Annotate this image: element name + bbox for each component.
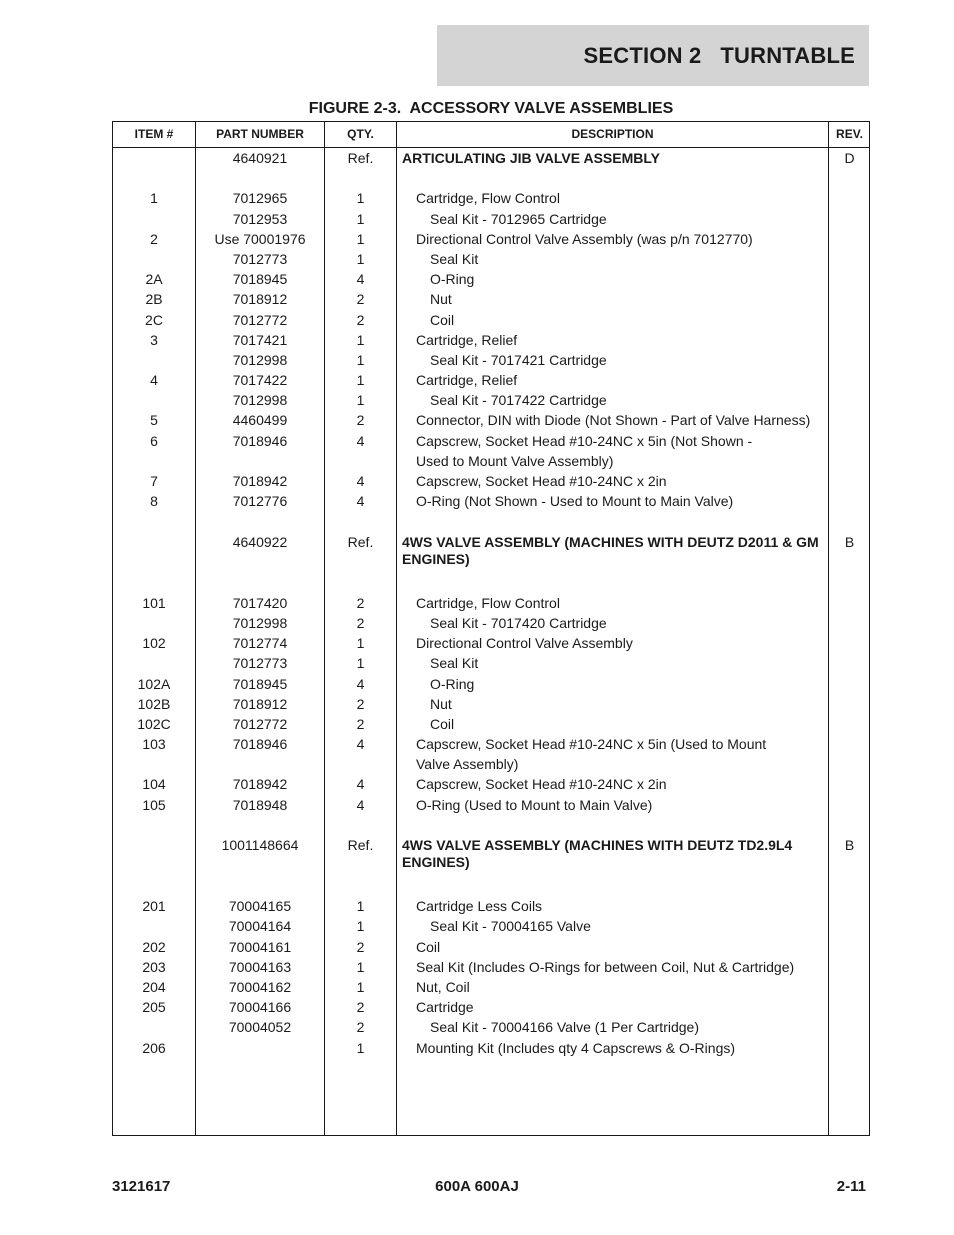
description: Capscrew, Socket Head #10-24NC x 2in	[416, 776, 667, 793]
item-number: 2A	[145, 271, 163, 288]
description: ARTICULATING JIB VALVE ASSEMBLY	[402, 150, 660, 166]
part-number: 7012998	[232, 392, 288, 409]
table-row	[113, 674, 869, 694]
quantity: 4	[356, 473, 365, 489]
table-spacer-row	[113, 815, 869, 835]
table-row	[113, 370, 869, 390]
description: Seal Kit	[430, 250, 479, 267]
item-number: 204	[142, 978, 166, 995]
item-number: 102A	[137, 675, 171, 692]
description: Nut, Coil	[416, 978, 470, 995]
table-row	[113, 451, 869, 471]
footer-page-number: 2-11	[836, 1178, 866, 1195]
table-row	[113, 916, 869, 936]
quantity: 1	[356, 250, 365, 267]
quantity: 4	[356, 736, 365, 753]
description: Used to Mount Valve Assembly)	[416, 452, 614, 469]
table-row	[113, 1017, 869, 1037]
quantity: 2	[356, 715, 365, 732]
part-number: 7018945	[232, 675, 288, 692]
description: Seal Kit - 70004166 Valve (1 Per Cartridge)	[430, 1019, 699, 1036]
table-row	[113, 653, 869, 673]
part-number: 70004162	[228, 978, 292, 995]
quantity: Ref.	[347, 533, 374, 550]
quantity: 4	[356, 675, 365, 692]
item-number: 102C	[137, 715, 171, 732]
item-number: 203	[142, 958, 166, 975]
quantity: 4	[356, 432, 365, 449]
table-row	[113, 835, 869, 876]
quantity: 1	[356, 392, 365, 409]
table-row	[113, 410, 869, 430]
part-number: 7012772	[232, 715, 288, 732]
description: Cartridge, Relief	[416, 372, 518, 389]
part-number: 7012998	[232, 351, 288, 368]
table-row	[113, 694, 869, 714]
footer-doc-number: 3121617	[112, 1178, 171, 1195]
description: Seal Kit - 70004165 Valve	[430, 918, 591, 935]
part-number: 4640921	[232, 150, 288, 166]
quantity: 1	[356, 190, 365, 207]
column-header-rev: REV.	[836, 127, 863, 141]
description: Cartridge	[416, 999, 474, 1016]
quantity: 1	[356, 210, 365, 227]
description: Connector, DIN with Diode (Not Shown - Part of Valve Harness)	[416, 412, 811, 429]
description: Capscrew, Socket Head #10-24NC x 2in	[416, 473, 667, 489]
table-row	[113, 633, 869, 653]
quantity: 1	[356, 351, 365, 368]
description: Seal Kit - 7012965 Cartridge	[430, 210, 607, 227]
part-number: 7012774	[232, 635, 288, 652]
description: Coil	[430, 311, 455, 328]
description: Coil	[416, 938, 441, 955]
quantity: Ref.	[347, 150, 374, 166]
quantity: 2	[356, 1019, 365, 1036]
item-number: 6	[150, 432, 158, 449]
description: Capscrew, Socket Head #10-24NC x 5in (Not Shown -	[416, 432, 753, 449]
part-number: 7017422	[232, 372, 288, 389]
part-number: 7017421	[232, 331, 288, 348]
table-row	[113, 714, 869, 734]
description: Mounting Kit (Includes qty 4 Capscrews & O-Rings)	[416, 1039, 736, 1056]
item-number: 202	[142, 938, 166, 955]
description: Seal Kit - 7017422 Cartridge	[430, 392, 607, 409]
description: Directional Control Valve Assembly	[416, 635, 633, 652]
quantity: 2	[356, 412, 365, 429]
description: Coil	[430, 715, 455, 732]
table-row	[113, 997, 869, 1017]
table-row	[113, 957, 869, 977]
description: Cartridge, Flow Control	[416, 594, 560, 611]
table-row	[113, 310, 869, 330]
section-banner	[437, 25, 869, 86]
description: Seal Kit - 7017420 Cartridge	[430, 614, 607, 631]
table-spacer-row	[113, 573, 869, 593]
table-row	[113, 431, 869, 451]
item-number: 2C	[145, 311, 163, 328]
part-number: 70004164	[228, 918, 292, 935]
item-number: 206	[142, 1039, 166, 1056]
item-number: 4	[150, 372, 158, 389]
part-number: 7012776	[232, 493, 288, 510]
quantity: 4	[356, 776, 365, 793]
table-row	[113, 491, 869, 511]
item-number: 201	[142, 898, 166, 915]
quantity: 4	[356, 796, 365, 813]
description: 4WS VALVE ASSEMBLY (MACHINES WITH DEUTZ D2011 & GM ENGINES)	[402, 533, 819, 567]
quantity: 1	[356, 230, 365, 247]
part-number: 7012773	[232, 250, 288, 267]
description: 4WS VALVE ASSEMBLY (MACHINES WITH DEUTZ TD2.9L4 ENGINES)	[402, 837, 793, 870]
table-row	[113, 977, 869, 997]
part-number: 70004165	[228, 898, 292, 915]
part-number: 7018946	[232, 736, 288, 753]
table-row	[113, 350, 869, 370]
part-number: 1001148664	[221, 837, 299, 853]
part-number: 7012998	[232, 614, 288, 631]
quantity: 1	[356, 372, 365, 389]
table-row	[113, 269, 869, 289]
description: Nut	[430, 291, 452, 308]
quantity: 1	[356, 918, 365, 935]
revision: B	[844, 533, 855, 550]
quantity: 1	[356, 1039, 365, 1056]
table-row	[113, 937, 869, 957]
table-row	[113, 188, 869, 208]
quantity: 2	[356, 695, 365, 712]
description: Seal Kit - 7017421 Cartridge	[430, 351, 607, 368]
quantity: 1	[356, 635, 365, 652]
description: O-Ring (Used to Mount to Main Valve)	[416, 796, 653, 813]
description: O-Ring (Not Shown - Used to Mount to Main Valve)	[416, 493, 734, 510]
part-number: 7012772	[232, 311, 288, 328]
quantity: 2	[356, 938, 365, 955]
item-number: 102B	[137, 695, 171, 712]
quantity: 4	[356, 493, 365, 510]
parts-table	[112, 121, 870, 1136]
item-number: 102	[142, 635, 166, 652]
part-number: 7018912	[232, 291, 288, 308]
item-number: 101	[142, 594, 166, 611]
part-number: 7018945	[232, 271, 288, 288]
part-number: 70004163	[228, 958, 292, 975]
table-row	[113, 390, 869, 410]
quantity: 2	[356, 594, 365, 611]
table-row	[113, 148, 869, 168]
part-number: 7012965	[232, 190, 288, 207]
column-header-description: DESCRIPTION	[571, 127, 654, 141]
item-number: 3	[150, 331, 158, 348]
description: Cartridge Less Coils	[416, 898, 543, 915]
part-number: 7012953	[232, 210, 288, 227]
description: Valve Assembly)	[416, 756, 519, 773]
part-number: 70004166	[228, 999, 292, 1016]
quantity: 1	[356, 978, 365, 995]
part-number: 70004052	[228, 1019, 292, 1036]
table-spacer-row	[113, 876, 869, 896]
table-row	[113, 754, 869, 774]
table-spacer-row	[113, 511, 869, 531]
revision: B	[844, 837, 855, 853]
description: Directional Control Valve Assembly (was p/n 7012770)	[416, 230, 753, 247]
item-number: 103	[142, 736, 166, 753]
part-number: 7018942	[232, 776, 288, 793]
description: Cartridge, Relief	[416, 331, 518, 348]
part-number: 7018946	[232, 432, 288, 449]
quantity: 2	[356, 311, 365, 328]
description: Seal Kit	[430, 655, 479, 672]
footer-model: 600A 600AJ	[435, 1178, 519, 1195]
item-number: 8	[150, 493, 158, 510]
column-header-part-number: PART NUMBER	[216, 127, 304, 141]
description: Cartridge, Flow Control	[416, 190, 560, 207]
table-row	[113, 593, 869, 613]
table-row	[113, 249, 869, 269]
table-row	[113, 1038, 869, 1058]
table-spacer-row	[113, 168, 869, 188]
part-number: 7012773	[232, 655, 288, 672]
item-number: 205	[142, 999, 166, 1016]
figure-title: FIGURE 2-3. ACCESSORY VALVE ASSEMBLIES	[308, 100, 674, 117]
quantity: 2	[356, 291, 365, 308]
quantity: 2	[356, 614, 365, 631]
part-number: 7018912	[232, 695, 288, 712]
table-row	[113, 532, 869, 573]
description: Capscrew, Socket Head #10-24NC x 5in (Used to Mount	[416, 736, 767, 753]
quantity: 1	[356, 898, 365, 915]
table-body	[113, 148, 869, 1058]
quantity: 1	[356, 331, 365, 348]
table-row	[113, 471, 869, 491]
table-row	[113, 795, 869, 815]
item-number: 2B	[145, 291, 163, 308]
item-number: 1	[150, 190, 158, 207]
table-row	[113, 896, 869, 916]
table-row	[113, 734, 869, 754]
part-number: 70004161	[228, 938, 292, 955]
column-header-item: ITEM #	[134, 127, 174, 141]
table-row	[113, 613, 869, 633]
part-number: 4640922	[232, 533, 288, 550]
description: O-Ring	[430, 271, 475, 288]
description: O-Ring	[430, 675, 475, 692]
part-number: 7018948	[232, 796, 288, 813]
item-number: 5	[150, 412, 158, 429]
description: Nut	[430, 695, 452, 712]
quantity: 1	[356, 655, 365, 672]
quantity: 2	[356, 999, 365, 1016]
part-number: 4460499	[232, 412, 288, 429]
part-number: 7018942	[232, 473, 288, 489]
quantity: Ref.	[347, 837, 374, 853]
item-number: 104	[142, 776, 166, 793]
item-number: 2	[150, 230, 158, 247]
table-row	[113, 774, 869, 794]
item-number: 105	[142, 796, 166, 813]
quantity: 4	[356, 271, 365, 288]
table-row	[113, 209, 869, 229]
column-header-qty: QTY.	[347, 127, 374, 141]
revision: D	[844, 150, 855, 166]
part-number: Use 70001976	[214, 230, 306, 247]
item-number: 7	[150, 473, 158, 489]
section-title: SECTION 2 TURNTABLE	[583, 42, 855, 68]
table-row	[113, 289, 869, 309]
table-row	[113, 229, 869, 249]
table-row	[113, 330, 869, 350]
quantity: 1	[356, 958, 365, 975]
part-number: 7017420	[232, 594, 288, 611]
description: Seal Kit (Includes O-Rings for between Coil, Nut & Cartridge)	[416, 958, 795, 975]
